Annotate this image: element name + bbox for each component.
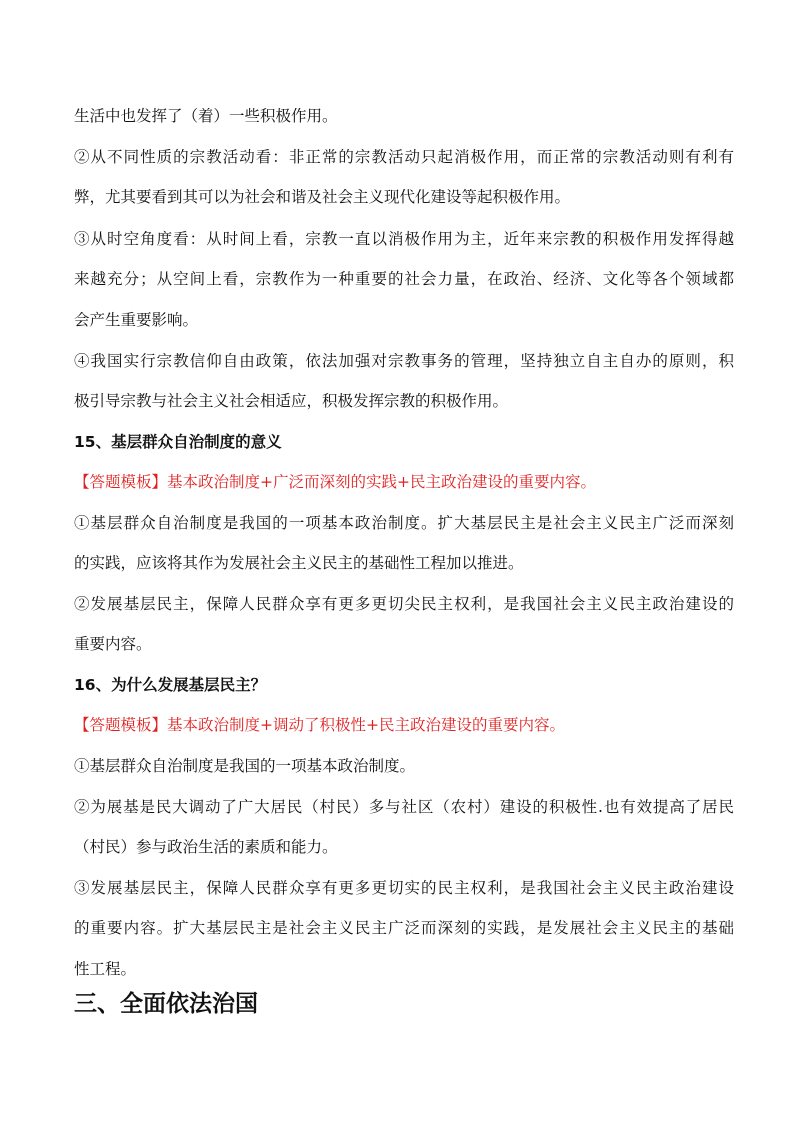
q16-answer-template: 【答题模板】基本政治制度+调动了积极性+民主政治建设的重要内容。 xyxy=(74,716,565,734)
question-16-heading: 16、为什么发展基层民主？ xyxy=(74,676,267,694)
paragraph-line: 会产生重要影响。 xyxy=(74,311,199,329)
paragraph-line: ②发展基层民主，保障人民群众享有更多更切尖民主权利，是我国社会主义民主政治建设的 xyxy=(74,595,734,613)
paragraph-line: ②从不同性质的宗教活动看：非正常的宗教活动只起消极作用，而正常的宗教活动则有利有 xyxy=(74,148,734,166)
paragraph-line: 性工程。 xyxy=(74,960,137,978)
paragraph-line: （村民）参与政治生活的素质和能力。 xyxy=(74,838,338,856)
section-title: 三、全面依法治国 xyxy=(74,991,258,1017)
question-15-heading: 15、基层群众自治制度的意义 xyxy=(74,433,282,451)
paragraph-line: 重要内容。 xyxy=(74,635,152,653)
paragraph-line: ③发展基层民主，保障人民群众享有更多更切实的民主权利，是我国社会主义民主政治建设 xyxy=(74,879,734,897)
paragraph-line: ①基层群众自治制度是我国的一项基本政治制度。扩大基层民主是社会主义民主广泛而深刻 xyxy=(74,514,734,532)
paragraph-line: 来越充分；从空间上看，宗教作为一种重要的社会力量，在政治、经济、文化等各个领域都 xyxy=(74,270,734,288)
paragraph-line: ①基层群众自治制度是我国的一项基本政治制度。 xyxy=(74,757,416,775)
paragraph-line: 生活中也发挥了（着）一些积极作用。 xyxy=(74,107,338,125)
paragraph-line: 极引导宗教与社会主义社会相适应，积极发挥宗教的积极作用。 xyxy=(74,392,509,410)
paragraph-line: 的实践，应该将其作为发展社会主义民主的基础性工程加以推进。 xyxy=(74,554,524,572)
paragraph-line: ③从时空角度看：从时间上看，宗教一直以消极作用为主，近年来宗教的积极作用发挥得越 xyxy=(74,230,734,248)
paragraph-line: ④我国实行宗教信仰自由政策，依法加强对宗教事务的管理，坚持独立自主自办的原则，积 xyxy=(74,352,734,370)
paragraph-line: 的重要内容。扩大基层民主是社会主义民主广泛而深刻的实践，是发展社会主义民主的基础 xyxy=(74,919,734,937)
paragraph-line: 弊，尤其要看到其可以为社会和谐及社会主义现代化建设等起积极作用。 xyxy=(74,188,571,206)
q15-answer-template: 【答题模板】基本政治制度+广泛而深刻的实践+民主政治建设的重要内容。 xyxy=(74,473,596,491)
paragraph-line: ②为展基是民大调动了广大居民（村民）多与社区（农村）建设的积极性.也有效提高了居民 xyxy=(74,798,734,816)
